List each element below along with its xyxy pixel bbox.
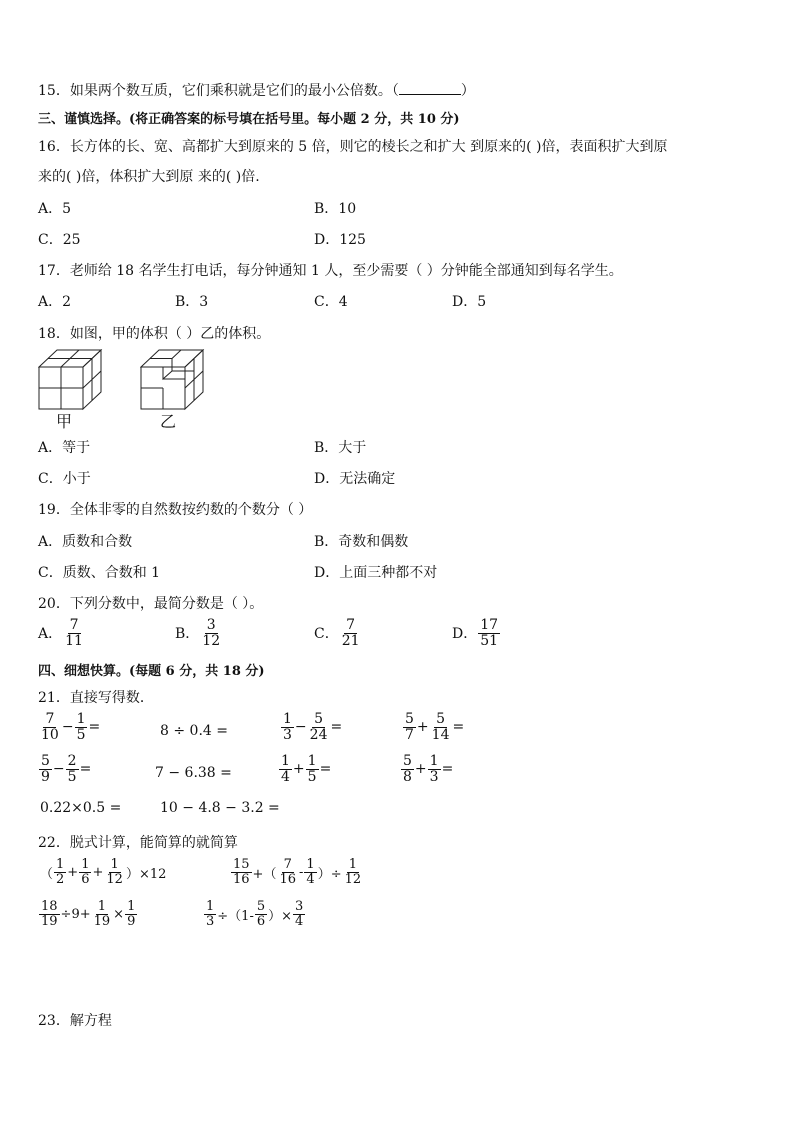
option-a[interactable]: A．等于	[38, 440, 91, 456]
option-c[interactable]: C． $\frac{7}{21}$	[314, 617, 360, 649]
expression-2: 8 ÷ 0.4 =	[160, 723, 228, 739]
option-d[interactable]: D．125	[314, 232, 366, 248]
expression-7: $\frac{1}{4}$ + $\frac{1}{5}$ =	[281, 753, 332, 785]
option-c[interactable]: C．25	[38, 232, 81, 248]
question-22: 22．脱式计算，能简算的就简算	[38, 835, 238, 851]
label-yi: 乙	[160, 412, 177, 431]
option-b[interactable]: B．10	[314, 201, 357, 217]
option-d[interactable]: D．5	[452, 294, 487, 310]
expression-8: $\frac{5}{8}$ + $\frac{1}{3}$ =	[403, 753, 454, 785]
fraction: $\frac{3}{12}$	[202, 617, 221, 649]
fraction: $\frac{17}{51}$	[480, 617, 499, 649]
label-jia: 甲	[56, 412, 73, 431]
cube-figure-yi	[140, 349, 208, 411]
option-b[interactable]: B．奇数和偶数	[314, 534, 409, 550]
section-4-heading: 四、细想快算。(每题 6 分，共 18 分)	[38, 664, 265, 679]
option-b[interactable]: B． $\frac{3}{12}$	[175, 617, 221, 649]
question-18: 18．如图，甲的体积（ ）乙的体积。	[38, 326, 271, 342]
expression-9: 0.22×0.5 =	[40, 800, 122, 816]
expression-3: $\frac{1}{3}$ − $\frac{5}{24}$ =	[283, 711, 343, 743]
fraction: $\frac{7}{21}$	[341, 617, 360, 649]
question-16-line2: 来的( )倍，体积扩大到原 来的( )倍.	[38, 169, 260, 185]
expression-1: $\frac{7}{10}$ − $\frac{1}{5}$ =	[41, 711, 101, 743]
option-c[interactable]: C．质数、合数和 1	[38, 565, 161, 581]
question-15: 15．如果两个数互质，它们乘积就是它们的最小公倍数。（ ）	[38, 83, 475, 99]
option-a[interactable]: A．5	[38, 201, 72, 217]
option-c[interactable]: C．小于	[38, 471, 91, 487]
expression-5: $\frac{5}{9}$ − $\frac{2}{5}$ =	[41, 753, 92, 785]
option-b[interactable]: B．3	[175, 294, 209, 310]
option-a[interactable]: A．质数和合数	[38, 534, 133, 550]
option-a[interactable]: A． $\frac{7}{11}$	[38, 617, 83, 649]
question-16-line1: 16．长方体的长、宽、高都扩大到原来的 5 倍，则它的棱长之和扩大 到原来的( )倍，表面积扩大到原	[38, 139, 668, 155]
question-21: 21．直接写得数．	[38, 690, 154, 706]
cube-figure-jia	[38, 349, 106, 411]
option-d[interactable]: D．上面三种都不对	[314, 565, 438, 581]
expression-4: $\frac{5}{7}$ + $\frac{5}{14}$ =	[405, 711, 465, 743]
question-19: 19．全体非零的自然数按约数的个数分（ ）	[38, 502, 313, 518]
question-23: 23．解方程	[38, 1013, 112, 1029]
expression-10: 10 − 4.8 − 3.2 =	[160, 800, 280, 816]
question-17: 17．老师给 18 名学生打电话，每分钟通知 1 人，至少需要（ ）分钟能全部通知到每名学生。	[38, 263, 623, 279]
question-20: 20．下列分数中，最简分数是（ ）。	[38, 596, 264, 612]
section-3-heading: 三、谨慎选择。(将正确答案的标号填在括号里。每小题 2 分，共 10 分)	[38, 112, 460, 127]
calc-problem-2: $\frac{15}{16}$ +（ $\frac{7}{16}$ - $\frac{1}{4}$ ）÷ $\frac{1}{12}$	[233, 857, 362, 887]
expression-6: 7 − 6.38 =	[155, 765, 232, 781]
calc-problem-3: $\frac{18}{19}$ ÷9+ $\frac{1}{19}$ × $\frac{1}{9}$	[41, 899, 136, 929]
fraction: $\frac{7}{11}$	[65, 617, 83, 649]
option-d[interactable]: D．无法确定	[314, 471, 396, 487]
calc-problem-4: $\frac{1}{3}$ ÷（1- $\frac{5}{6}$ ）× $\frac{3}{4}$	[206, 899, 304, 929]
option-a[interactable]: A．2	[38, 294, 72, 310]
option-c[interactable]: C．4	[314, 294, 348, 310]
option-d[interactable]: D． $\frac{17}{51}$	[452, 617, 499, 649]
answer-blank[interactable]	[399, 83, 461, 95]
option-b[interactable]: B．大于	[314, 440, 367, 456]
calc-problem-1: （ $\frac{1}{2}$ + $\frac{1}{6}$ + $\frac{1}{12}$ ）×12	[40, 857, 167, 887]
